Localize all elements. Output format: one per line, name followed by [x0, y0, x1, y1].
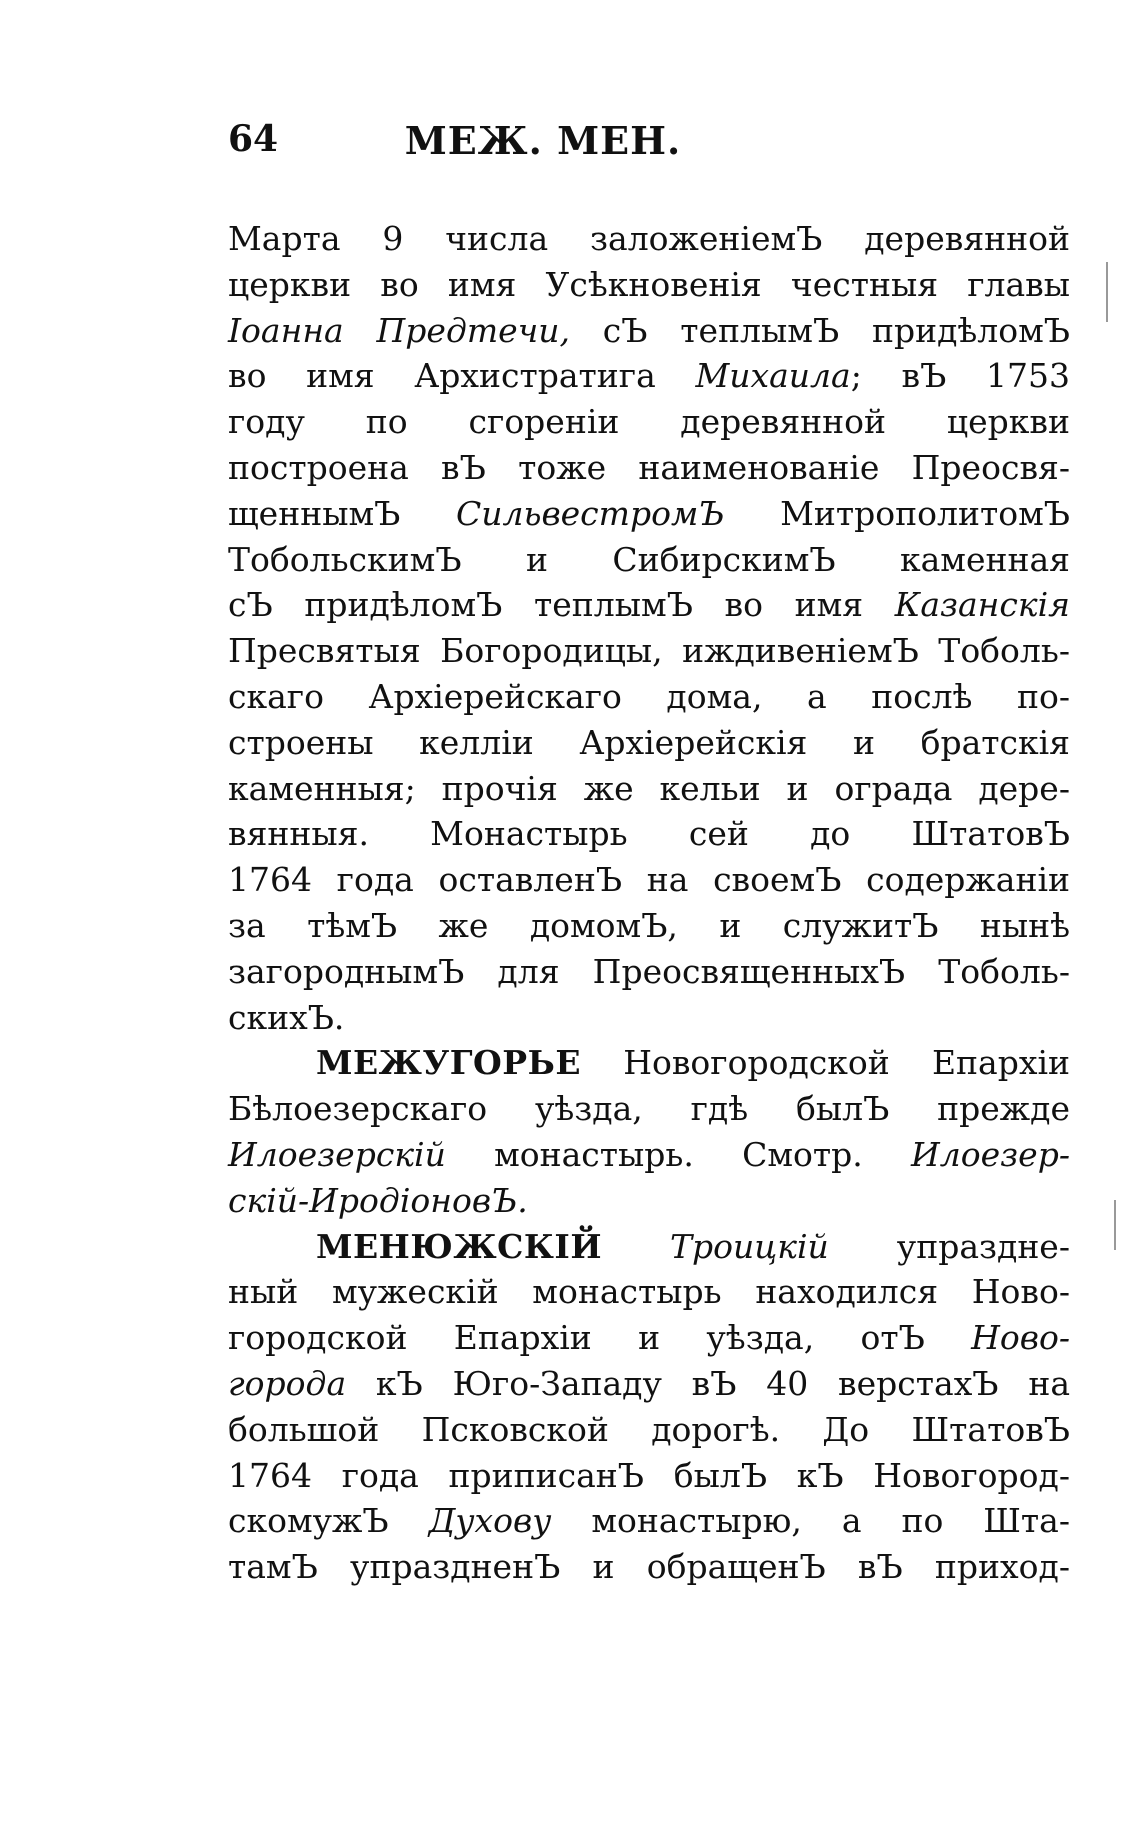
text-line [228, 491, 1070, 537]
text-segment: Марта 9 числа заложенiемЪ деревянной [228, 219, 1070, 258]
text-segment: вянныя. Монастырь сей до ШтатовЪ [228, 814, 1070, 854]
text-segment: 1764 года оставленЪ на своемЪ содержанiи [228, 860, 1070, 900]
text-segment [602, 1227, 670, 1266]
text-line [228, 903, 1070, 949]
text-segment: строены келлiи Архiерейскiя и братскiя [228, 722, 1070, 762]
text-line [228, 537, 1070, 583]
italic-text: города [228, 1363, 347, 1403]
text-segment: 1764 года приписанЪ былЪ кЪ Новогород- [228, 1455, 1070, 1495]
text-line [228, 1040, 1070, 1086]
text-line [228, 1086, 1070, 1132]
text-line [228, 262, 1070, 308]
body-text [228, 216, 1070, 1590]
text-line [228, 857, 1070, 903]
text-line [228, 1269, 1070, 1315]
text-line [228, 353, 1070, 399]
text-segment: скомужЪ [228, 1501, 429, 1541]
text-line [228, 674, 1070, 720]
italic-text: Iоанна Предтечи, [228, 310, 570, 350]
text-line [228, 1132, 1070, 1178]
text-line [228, 995, 1070, 1041]
text-segment: Пресвятыя Богородицы, иждивенiемЪ Тоболь- [228, 631, 1070, 671]
scan-mark [1114, 1200, 1116, 1250]
italic-text: СильвестромЪ [455, 493, 725, 533]
scan-mark [1106, 262, 1108, 322]
text-segment: МитрополитомЪ [724, 493, 1070, 533]
text-segment: скаго Архiерейскаго дома, а послѣ по- [228, 676, 1070, 716]
text-line [228, 582, 1070, 628]
text-segment: большой Псковской дорогѣ. До ШтатовЪ [228, 1409, 1070, 1449]
page-number: 64 [228, 118, 279, 160]
text-line [228, 1361, 1070, 1407]
italic-text: Илоезер- [911, 1134, 1070, 1174]
text-line [228, 811, 1070, 857]
text-segment: Новогородской Епархiи [581, 1043, 1070, 1083]
italic-text: Илоезерскiй [228, 1134, 446, 1174]
text-segment: во имя Архистратига [228, 356, 696, 396]
italic-text: Михаила [695, 356, 851, 396]
text-segment: ный мужескiй монастырь находился Ново- [228, 1272, 1070, 1312]
page-header [228, 118, 858, 168]
italic-text: Ново- [971, 1318, 1070, 1358]
text-line [228, 1498, 1070, 1544]
text-segment: каменныя; прочiя же кельи и ограда дере- [228, 768, 1070, 808]
text-line [228, 1544, 1070, 1590]
text-segment: сЪ придѣломЪ теплымЪ во имя [228, 585, 895, 625]
text-line [228, 720, 1070, 766]
italic-text: Духову [428, 1501, 552, 1541]
text-line [228, 216, 1070, 262]
text-segment: году по сгоренiи деревянной церкви [228, 402, 1070, 442]
text-segment: монастырь. Смотр. [445, 1134, 911, 1174]
text-segment: щеннымЪ [228, 493, 456, 533]
text-line [228, 308, 1070, 354]
text-line [228, 1178, 1070, 1224]
text-segment: городской Епархiи и уѣзда, отЪ [228, 1318, 972, 1358]
text-segment: сЪ теплымЪ придѣломЪ [569, 310, 1071, 350]
entry-headword: МЕЖУГОРЬЕ [316, 1043, 581, 1083]
running-head: МЕЖ. МЕН. [404, 118, 682, 163]
text-segment: построена вЪ тоже наименованiе Преосвя- [228, 447, 1070, 487]
italic-text: Троицкiй [670, 1226, 829, 1266]
text-segment: кЪ Юго-Западу вЪ 40 верстахЪ на [346, 1363, 1070, 1403]
text-line [228, 1407, 1070, 1453]
text-segment: церкви во имя Усѣкновенiя честныя главы [228, 264, 1070, 304]
entry-headword: МЕНЮЖСКIЙ [316, 1226, 603, 1266]
text-line [228, 949, 1070, 995]
text-line [228, 445, 1070, 491]
text-line [228, 1453, 1070, 1499]
text-segment: за тѣмЪ же домомЪ, и служитЪ нынѣ [228, 905, 1070, 945]
italic-text: скiй-ИродiоновЪ. [228, 1180, 528, 1220]
text-line [228, 1224, 1070, 1270]
text-segment: тамЪ упраздненЪ и обращенЪ вЪ приход- [228, 1547, 1070, 1587]
italic-text: Казанскiя [894, 585, 1070, 625]
text-segment: упраздне- [828, 1226, 1070, 1266]
text-segment: ТобольскимЪ и СибирскимЪ каменная [228, 539, 1070, 579]
text-line [228, 628, 1070, 674]
text-line [228, 399, 1070, 445]
text-line [228, 766, 1070, 812]
text-line [228, 1315, 1070, 1361]
text-segment: Бѣлоезерскаго уѣзда, гдѣ былЪ прежде [228, 1089, 1070, 1129]
text-segment: скихЪ. [228, 997, 345, 1037]
text-segment: ; вЪ 1753 [850, 356, 1070, 396]
text-segment: загороднымЪ для ПреосвященныхЪ Тоболь- [228, 951, 1070, 991]
text-segment: монастырю, а по Шта- [551, 1501, 1070, 1541]
